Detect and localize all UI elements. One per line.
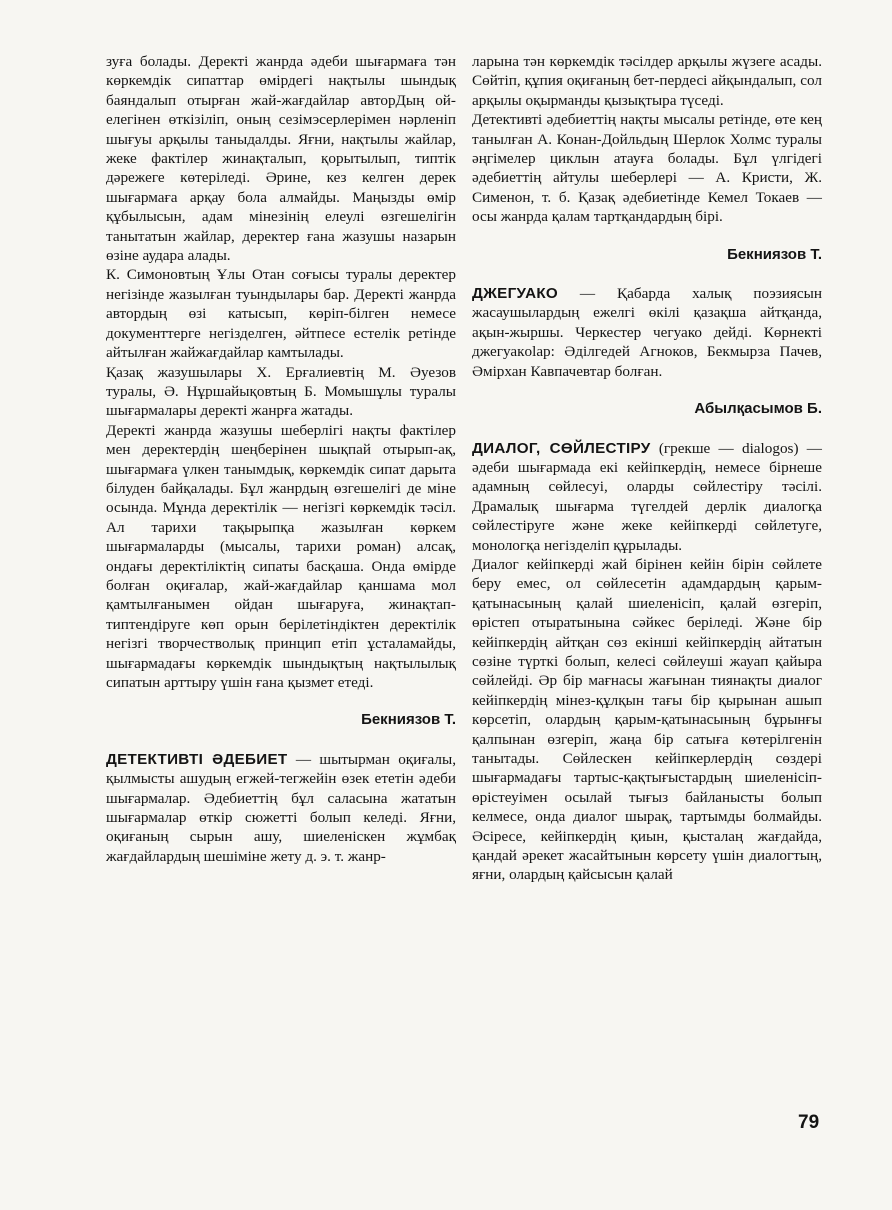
left-column <box>106 52 456 866</box>
entry-text: — шытырман оқиғалы, қылмысты ашудың егжей-тегжейін өзек ететін әдеби шығармалар. Әдебиеттің бұл саласына жататын шығармалар өткір сюжетті болып келеді. Яғни, оқиғаның сырын ашу, шиеленіскен жұмбақ жағдайлардың шешіміне жету д. э. т. жанр- <box>106 750 457 865</box>
paragraph: зуға болады. Деректі жанрда әдеби шығармаға тән көркемдік сипаттар өмірдегі нақтылы шындық баяндалып отырған жай-жағдайлар авторДың ой-елегінен өткізіліп, оның сезімэсерлерімен нәрленіп шығуы арқылы таныдалды. Яғни, нақтылы жайлар, жеке фактілер жинақталып, қорытылып, типтік дәрежеге көтеріледі. Әрине, кез келген дерек шығармаға арқау бола алмайды. Маңызды өмір құбылысын, адам мінезінің елеулі өзгешелігін танытатын жайлар, деректер ғана жазушы назарын өзіне аудара алады. <box>106 53 456 265</box>
entry-dzheguako <box>472 284 822 381</box>
entry-text: — Қабарда халық поэзиясын жасаушылардың ежелгі өкілі қазақша айтқанда, ақын-жыршы. Черкестер чегуако дейді. Көрнекті джегуакolар: Әділгедей Агноков, Бекмырза Пачев, Әмірхан Кавпачевтар болған. <box>472 285 822 380</box>
right-column <box>472 52 822 885</box>
entry-detective-literature <box>106 750 456 866</box>
entry-headword: ДИАЛОГ, СӨЙЛЕСТІРУ <box>472 439 651 457</box>
author-signature: Бекниязов Т. <box>361 711 456 729</box>
entry-headword: ДЖЕГУАКО <box>472 285 559 303</box>
entry-dialog <box>472 439 822 555</box>
page-number: 79 <box>798 1112 820 1133</box>
entry-text: (грекше — dialogos) — әдеби шығармада екі кейіпкердің, немесе бірнеше адамның сөйлесуі, оларды сөйлестіру тәсілі. Драмалық шығарма түгелдей дерлік диалогқа сөйлестіруге және жеке кейіпкерді сөйлетуге, монологқа негізделіп құрылады. <box>472 439 822 554</box>
paragraph: Қазақ жазушылары Х. Ерғалиевтің М. Әуезов туралы, Ә. Нұршайықовтың Б. Момышұлы туралы шығармалары деректі жанрға жатады. <box>106 363 456 420</box>
paragraph: Деректі жанрда жазушы шеберлігі нақты фактілер мен деректердің шеңберінен шықпай отырып-ақ, шығармаға үлкен танымдық, көркемдік сипат дарыта білуден байқалады. Бұл жанрдың өзгешелігі де міне осында. Мұнда деректілік — негізгі көркемдік тәсіл. Ал тарихи тақырыпқа жазылған көркем шығармаларды (мысалы, тарихи роман) алсақ, ондағы деректіліктің сипаты басқаша. Онда өмірде болған оқиғалар, жай-жағдайлар қаншама мол қамтылғанымен ойдан шығаруға, жинақтап-типтендіруге көп орын берілетіндіктен деректілік негізгі творчестволық принцип етіп ұсталамайды, шығармадағы көркемдік шындықтың нақтылылық сипатын арттыру үшін ғана қызмет етеді. <box>106 421 456 691</box>
author-signature: Абылқасымов Б. <box>694 400 822 418</box>
author-signature: Бекниязов Т. <box>727 245 822 263</box>
entry-headword: ДЕТЕКТИВТІ ӘДЕБИЕТ <box>106 750 288 768</box>
paragraph: К. Симоновтың Ұлы Отан соғысы туралы деректер негізінде жазылған туындылары бар. Деректі жанрда автордың өзі катысып, көріп-білген немесе документтерге негізделген, әйтпесе естелік ретінде айтылған жайжағдайлар камтылады. <box>106 266 456 362</box>
paragraph: Диалог кейіпкерді жай бірінен кейін бірін сөйлете беру емес, ол сөйлесетін адамдардың қарым-қатынасының қалай шиеленісіп, қалай өзгеріп, өрістеп отыратынына сәйкес беріледі. Және бір кейіпкердің айтқан сөз екінші кейіпкердің айтатын сөзіне түрткі болып, келесі сөйлеушi жауап қайыра сөйлейді. Әр бір мағнасы жағынан тиянақты диалог кейіпкердің мінез-құлқын тағы бір қырынан ашып көрсетіп, олардың қарым-қатынасының бұрынғы қалпынан өзгеріп, жаңа бір сатыға көтерілгенін танытады. Сөйлескен кейіпкерлердің сөздері шығармадағы тартыс-қақтығыстардың шиеленісіп-өрістеуімен осылай тығыз байланысты болып келмесе, онда диалог шырақ, тартымды болмайды. Әсіресе, кейіпкердің қиын, қысталаң жағдайда, қандай әрекет жасайтынын көрсету үшін диалогтың, яғни, олардың қайсысын қалай <box>472 555 822 884</box>
paragraph: ларына тән көркемдік тәсілдер арқылы жүзеге асады. Сөйтіп, құпия оқиғаның бет-пердесі айқындалып, сол арқылы оқырманды қызықтыра түседі. <box>472 53 822 109</box>
paragraph: Детективті әдебиеттің нақты мысалы ретінде, өте кең танылған А. Конан-Дойльдың Шерлок Холмс туралы әңгімелер циклын атауға болады. Бұл үлгідегі әдебиеттің айтулы шеберлері — А. Кристи, Ж. Сименон, т. б. Қазақ әдебиетінде Кемел Токаев — осы жанрда қалам тартқандардың бірі. <box>472 111 822 226</box>
